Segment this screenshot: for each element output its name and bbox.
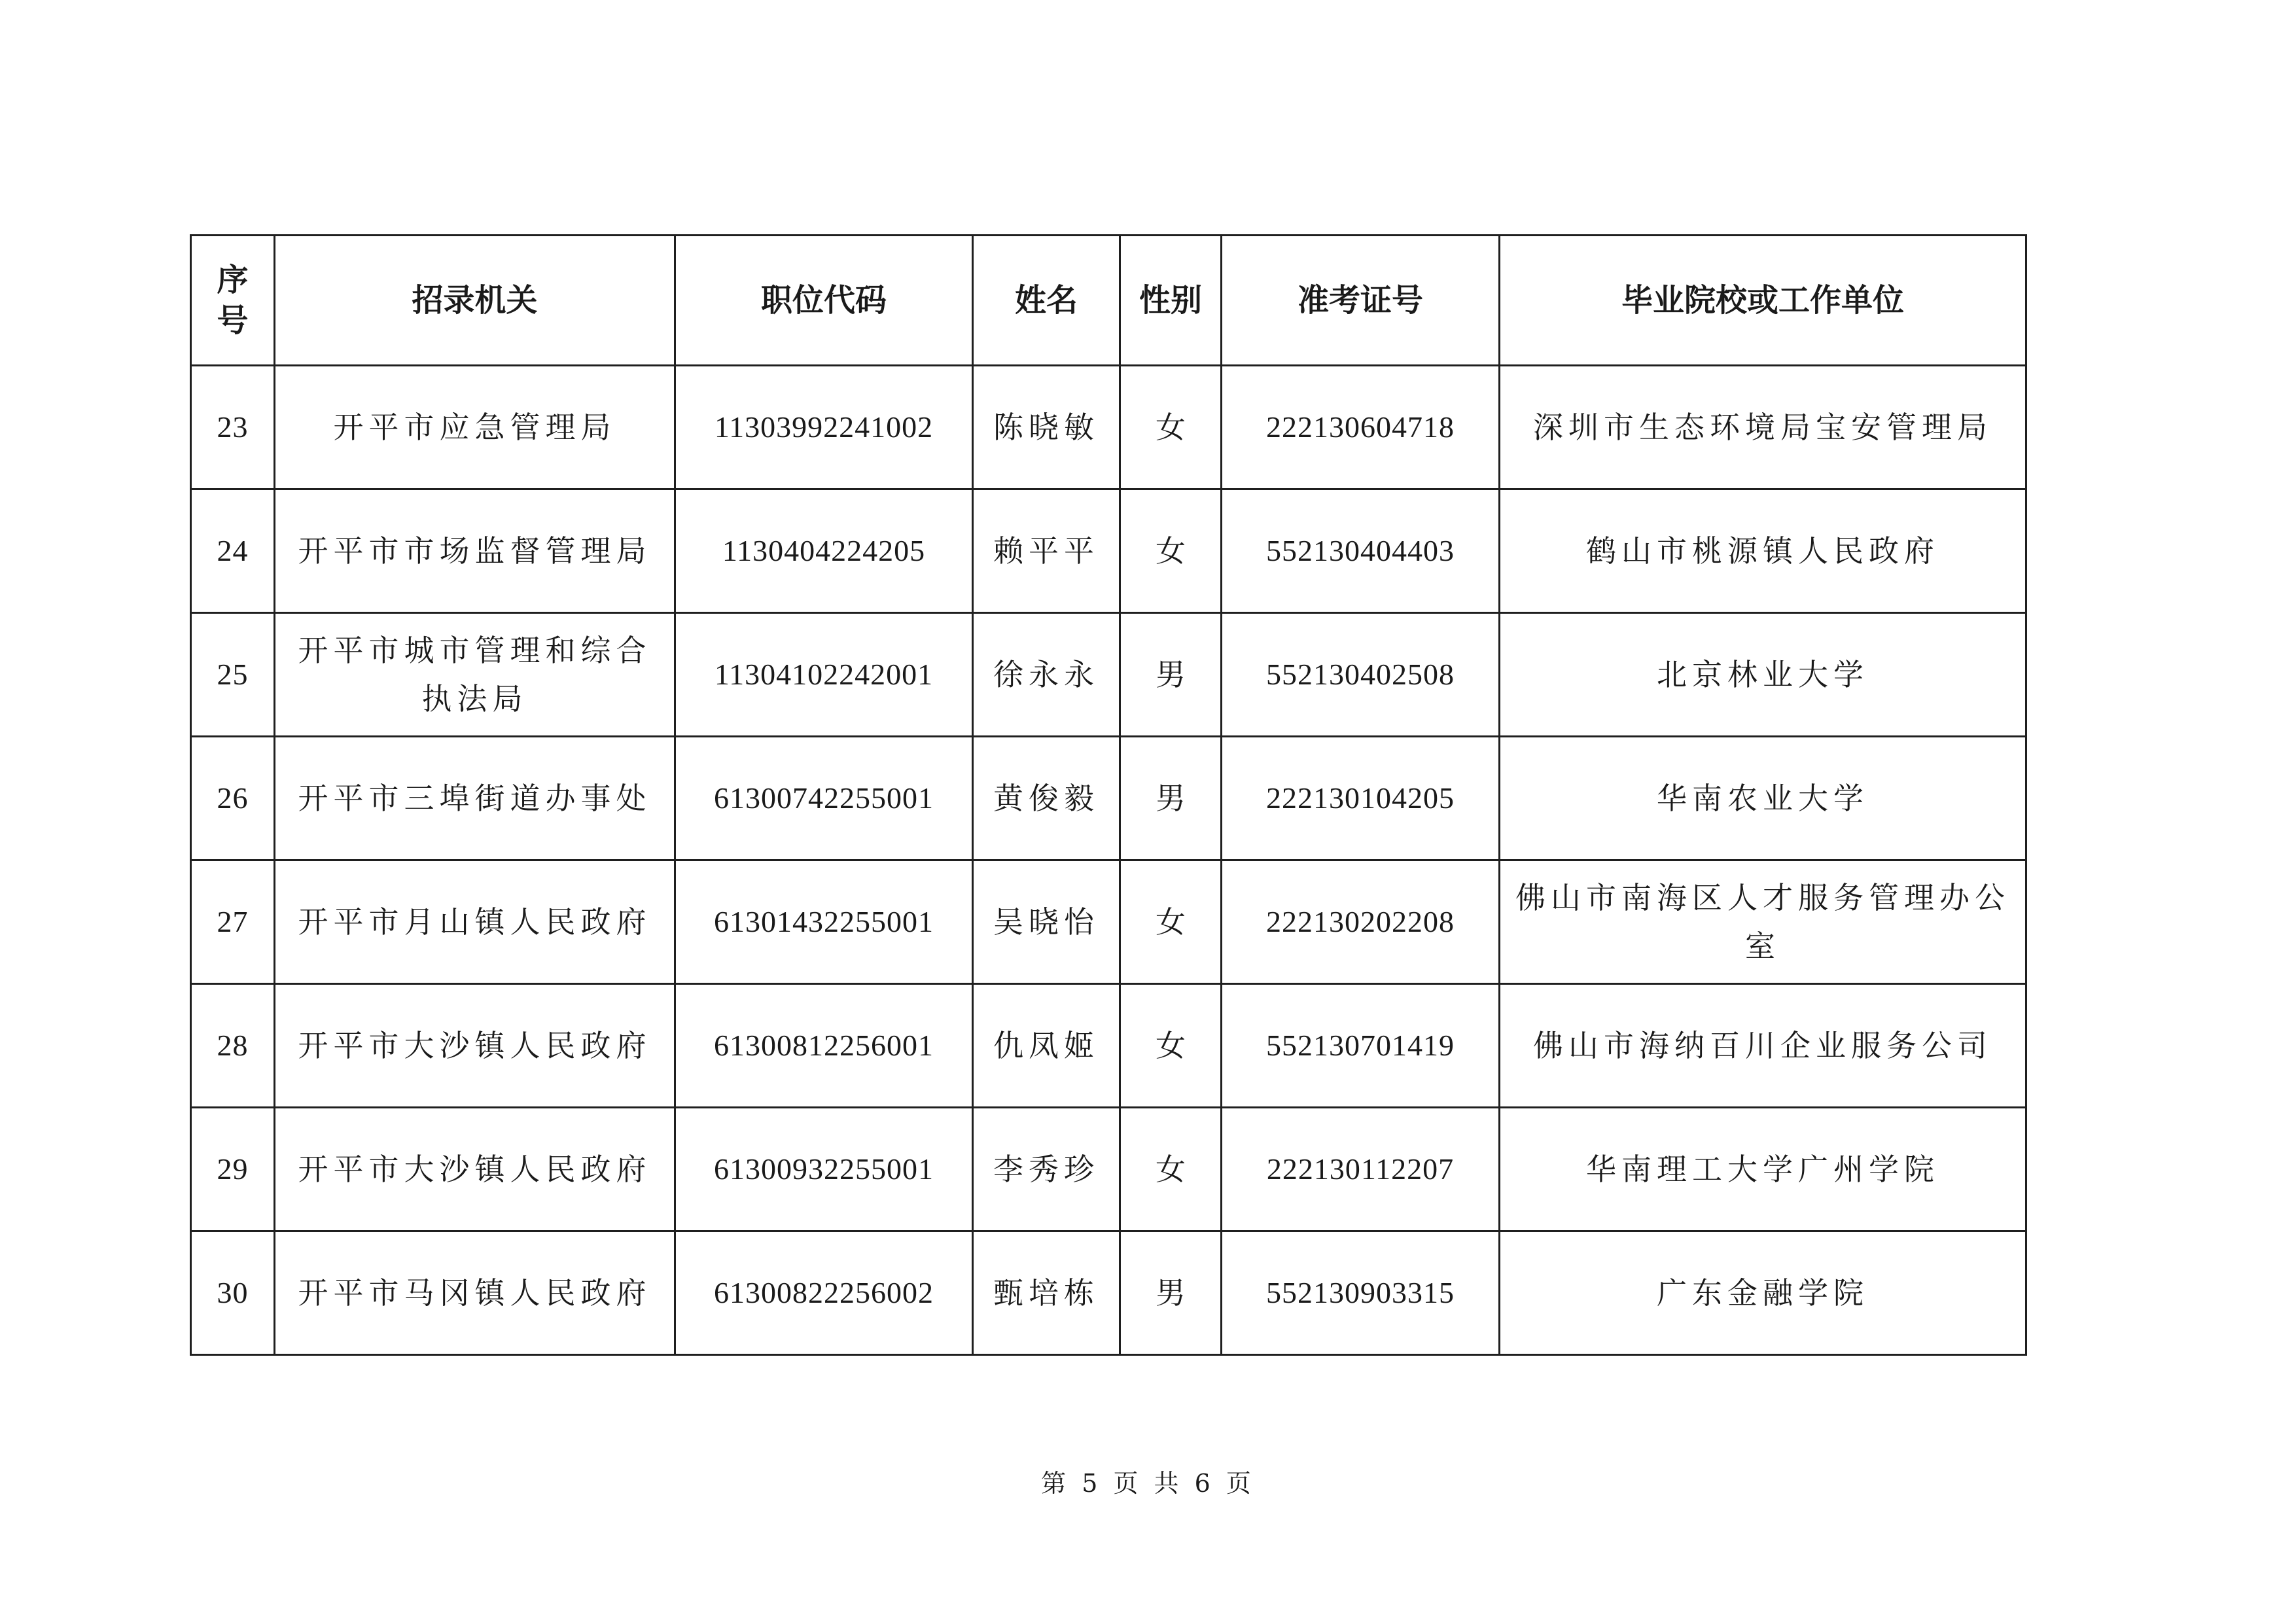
cell-exam-no: 222130112207 [1222,1108,1500,1231]
cell-exam-no: 222130104205 [1222,737,1500,860]
cell-unit: 鹤山市桃源镇人民政府 [1500,489,2026,613]
table-row [191,860,2026,984]
cell-name: 陈晓敏 [973,366,1120,489]
cell-org: 开平市大沙镇人民政府 [275,1108,675,1231]
table-row [191,489,2026,613]
cell-exam-no: 552130402508 [1222,613,1500,737]
cell-code: 61300822256002 [675,1231,973,1355]
cell-code: 11303992241002 [675,366,973,489]
cell-name: 仇凤姬 [973,984,1120,1108]
cell-code: 61301432255001 [675,860,973,984]
table-body [191,366,2026,1355]
cell-seq: 23 [191,366,275,489]
cell-gender: 女 [1120,366,1222,489]
header-row [191,236,2026,366]
header-seq [191,236,275,366]
cell-gender: 男 [1120,613,1222,737]
cell-name: 赖平平 [973,489,1120,613]
cell-name: 甄培栋 [973,1231,1120,1355]
cell-exam-no: 222130604718 [1222,366,1500,489]
page-number-footer: 第 5 页 共 6 页 [1041,1469,1255,1498]
header-name: 姓名 [973,236,1120,366]
header-seq-line1: 序 [217,262,249,298]
cell-org: 开平市三埠街道办事处 [275,737,675,860]
cell-name: 徐永永 [973,613,1120,737]
cell-exam-no: 552130404403 [1222,489,1500,613]
cell-name: 吴晓怡 [973,860,1120,984]
cell-exam-no: 222130202208 [1222,860,1500,984]
table-row [191,984,2026,1108]
cell-org: 开平市应急管理局 [275,366,675,489]
cell-unit: 佛山市海纳百川企业服务公司 [1500,984,2026,1108]
cell-org: 开平市城市管理和综合执法局 [275,613,675,737]
cell-seq: 25 [191,613,275,737]
cell-code: 61300932255001 [675,1108,973,1231]
table-row [191,366,2026,489]
cell-org: 开平市市场监督管理局 [275,489,675,613]
cell-gender: 女 [1120,860,1222,984]
cell-seq: 29 [191,1108,275,1231]
table-row [191,613,2026,737]
cell-unit: 华南理工大学广州学院 [1500,1108,2026,1231]
cell-name: 黄俊毅 [973,737,1120,860]
cell-unit: 深圳市生态环境局宝安管理局 [1500,366,2026,489]
table-row [191,1108,2026,1231]
cell-gender: 女 [1120,1108,1222,1231]
table-row [191,1231,2026,1355]
cell-code: 61300812256001 [675,984,973,1108]
cell-code: 1130404224205 [675,489,973,613]
header-code: 职位代码 [675,236,973,366]
header-exam-no: 准考证号 [1222,236,1500,366]
cell-seq: 30 [191,1231,275,1355]
header-seq-line2: 号 [217,302,249,339]
cell-code: 11304102242001 [675,613,973,737]
table-header [191,236,2026,366]
cell-gender: 男 [1120,737,1222,860]
cell-exam-no: 552130903315 [1222,1231,1500,1355]
cell-seq: 28 [191,984,275,1108]
cell-code: 61300742255001 [675,737,973,860]
cell-name: 李秀珍 [973,1108,1120,1231]
cell-gender: 男 [1120,1231,1222,1355]
header-gender: 性别 [1120,236,1222,366]
header-unit: 毕业院校或工作单位 [1500,236,2026,366]
header-org: 招录机关 [275,236,675,366]
cell-seq: 27 [191,860,275,984]
candidate-table [190,234,2027,1356]
cell-seq: 26 [191,737,275,860]
cell-seq: 24 [191,489,275,613]
cell-unit: 佛山市南海区人才服务管理办公室 [1500,860,2026,984]
cell-unit: 广东金融学院 [1500,1231,2026,1355]
cell-org: 开平市马冈镇人民政府 [275,1231,675,1355]
cell-org: 开平市月山镇人民政府 [275,860,675,984]
cell-unit: 华南农业大学 [1500,737,2026,860]
cell-gender: 女 [1120,984,1222,1108]
cell-gender: 女 [1120,489,1222,613]
cell-unit: 北京林业大学 [1500,613,2026,737]
cell-exam-no: 552130701419 [1222,984,1500,1108]
table-row [191,737,2026,860]
cell-org: 开平市大沙镇人民政府 [275,984,675,1108]
